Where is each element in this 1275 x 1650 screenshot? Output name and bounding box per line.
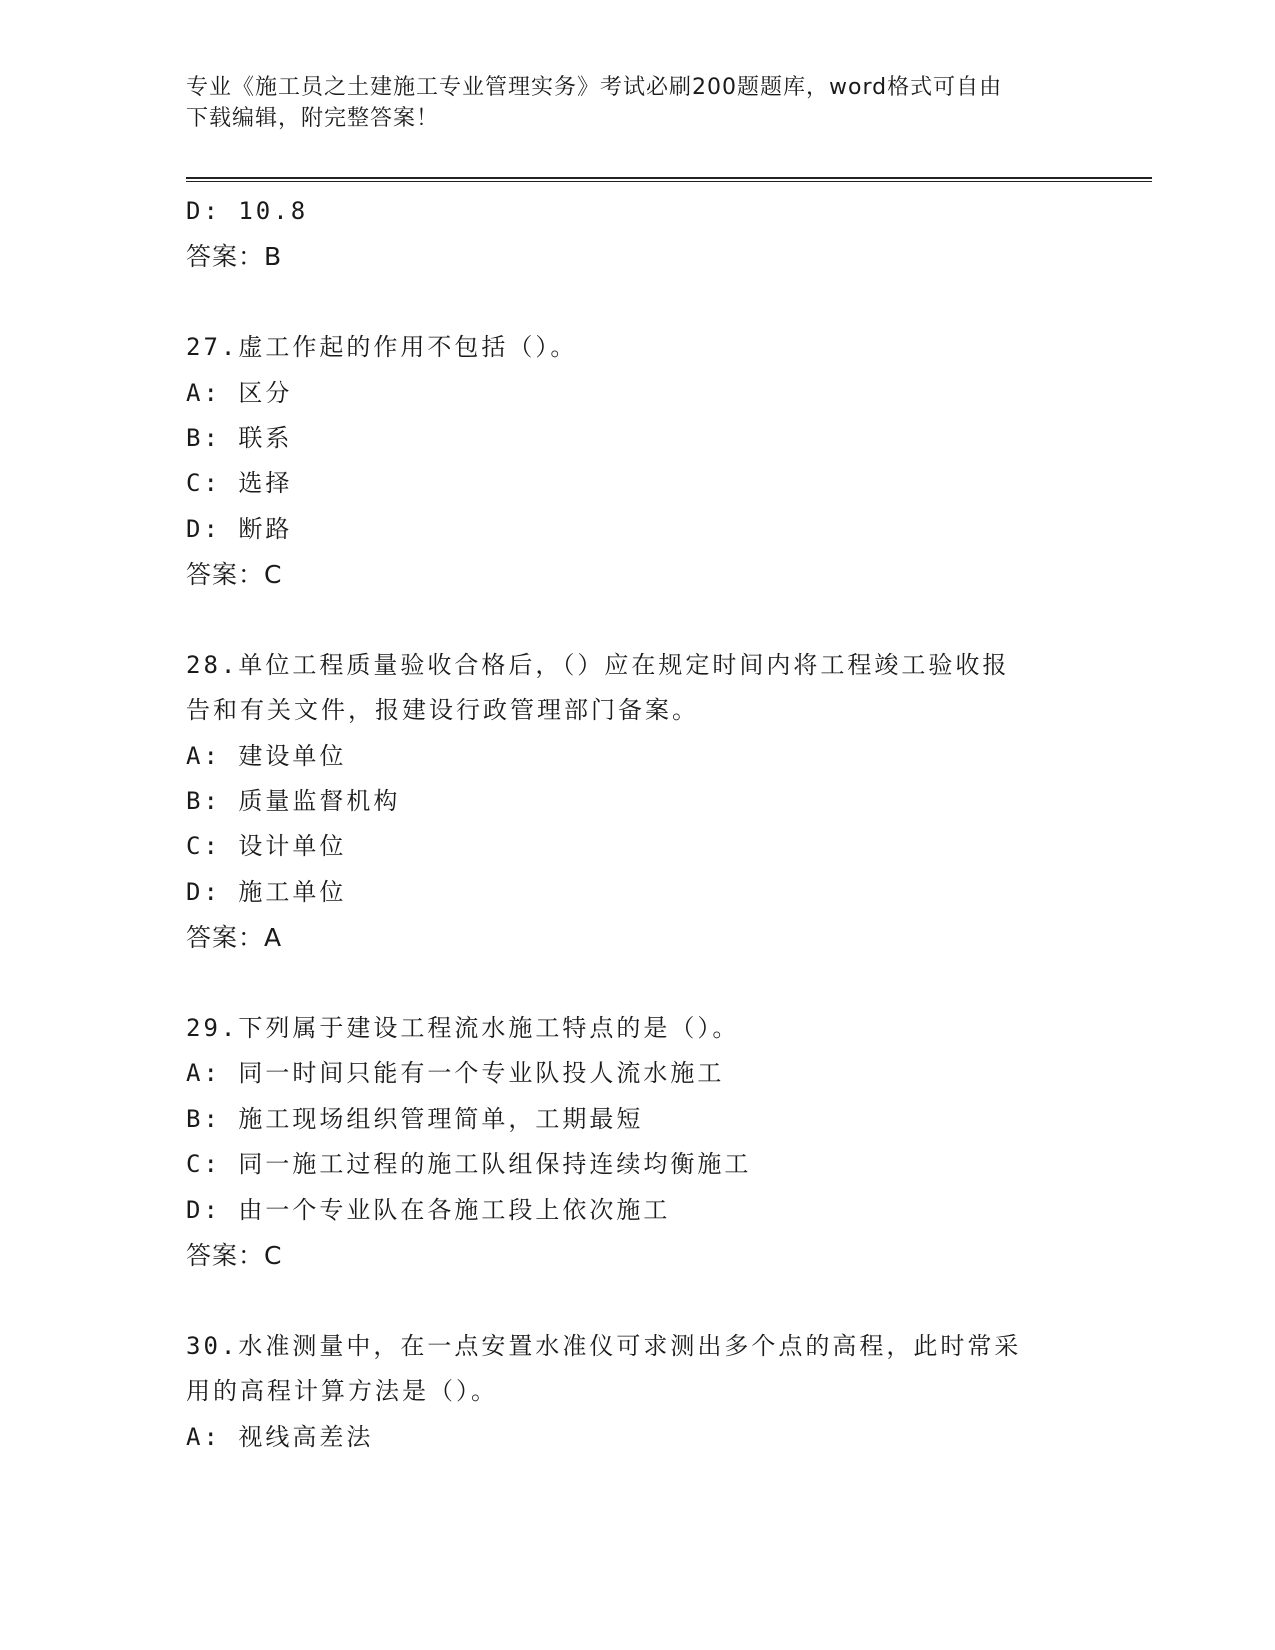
header-line-1: 专业《施工员之土建施工专业管理实务》考试必刷200题题库，word格式可自由 [186, 75, 1003, 100]
q26-option-d: D: 10.8 [186, 197, 309, 225]
q26-answer: 答案：B [186, 242, 283, 272]
document-header [186, 72, 1066, 134]
q29-option-a: A: 同一时间只能有一个专业队投人流水施工 [186, 1059, 725, 1088]
q28-option-b: B: 质量监督机构 [186, 787, 401, 816]
q27-option-c: C: 选择 [186, 469, 293, 498]
q30-question-line-2: 用的高程计算方法是（）。 [186, 1377, 498, 1406]
q30-option-a: A: 视线高差法 [186, 1422, 374, 1451]
spacer [186, 280, 1086, 325]
q28-question-line-1: 28.单位工程质量验收合格后，（）应在规定时间内将工程竣工验收报 [186, 650, 1010, 679]
q27-option-a: A: 区分 [186, 378, 293, 407]
q27-question: 27.虚工作起的作用不包括（）。 [186, 333, 578, 362]
q27-option-b: B: 联系 [186, 423, 293, 452]
q28-option-d: D: 施工单位 [186, 877, 347, 906]
spacer [186, 598, 1086, 643]
q28-answer: 答案：A [186, 923, 283, 953]
header-divider [186, 177, 1152, 179]
header-divider-thin [186, 181, 1152, 182]
q27-option-d: D: 断路 [186, 514, 293, 543]
q28-option-c: C: 设计单位 [186, 832, 347, 861]
question-list [186, 189, 1086, 1460]
q29-option-d: D: 由一个专业队在各施工段上依次施工 [186, 1195, 671, 1224]
q30-question-line-1: 30.水准测量中，在一点安置水准仪可求测出多个点的高程，此时常采 [186, 1331, 1022, 1360]
q29-question: 29.下列属于建设工程流水施工特点的是（）。 [186, 1014, 740, 1043]
q29-answer: 答案：C [186, 1240, 283, 1270]
q29-option-c: C: 同一施工过程的施工队组保持连续均衡施工 [186, 1150, 752, 1179]
header-line-2: 下载编辑，附完整答案！ [186, 106, 440, 131]
q28-question-line-2: 告和有关文件，报建设行政管理部门备案。 [186, 696, 699, 725]
spacer [186, 1278, 1086, 1323]
q27-answer: 答案：C [186, 560, 283, 590]
q29-option-b: B: 施工现场组织管理简单，工期最短 [186, 1104, 644, 1133]
spacer [186, 961, 1086, 1006]
q28-option-a: A: 建设单位 [186, 741, 347, 770]
